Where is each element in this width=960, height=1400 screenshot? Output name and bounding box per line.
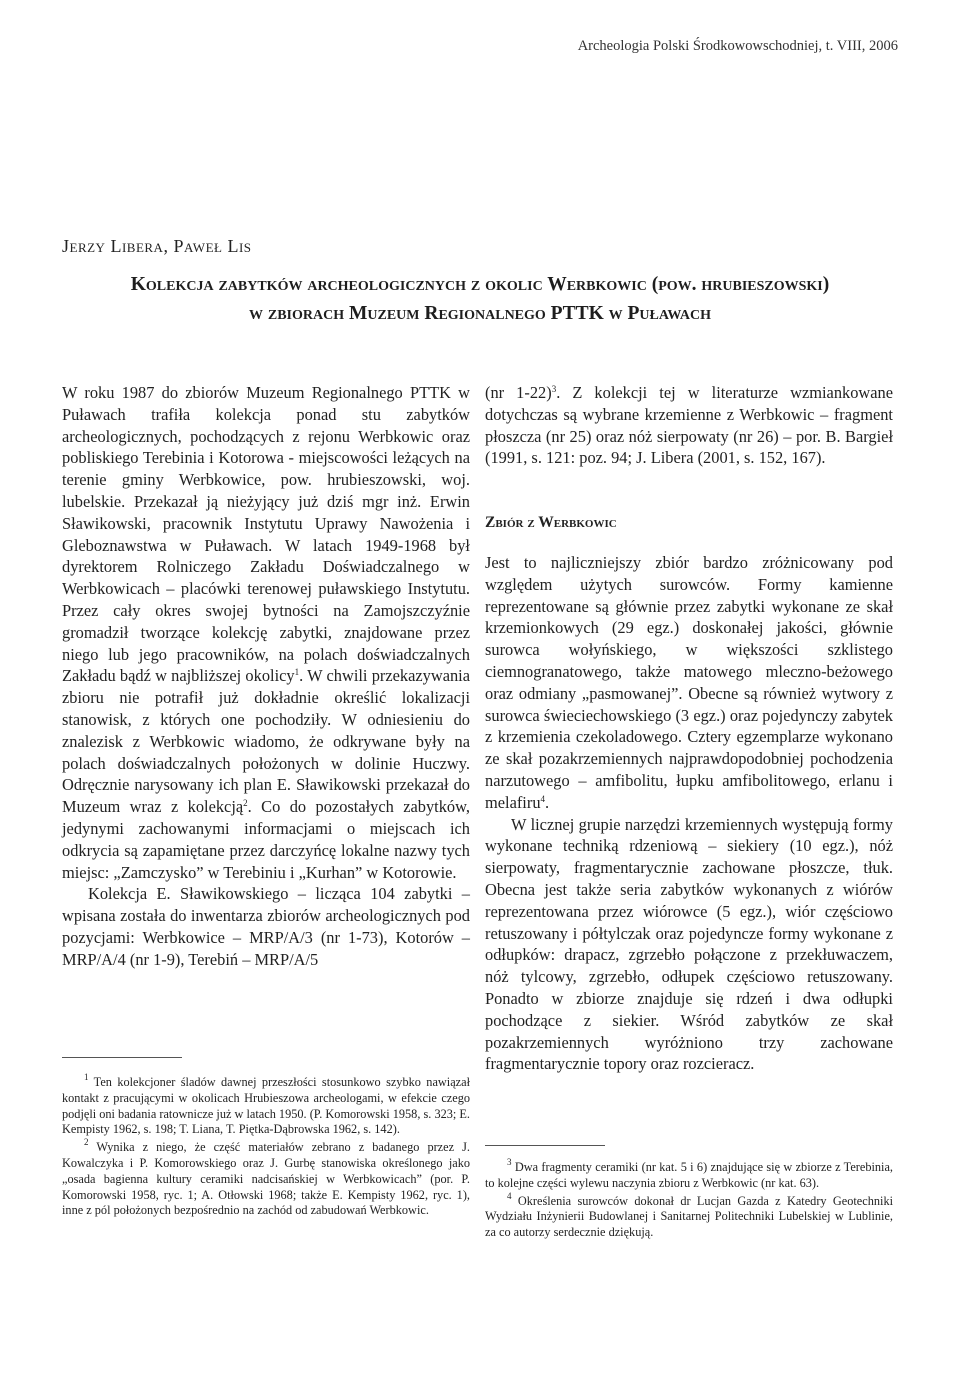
footnote-ref-2: 2 bbox=[243, 798, 248, 809]
footnote-4-text: Określenia surowców dokonał dr Lucjan Gazda z Katedry Geotechniki Wydziału Inżynierii Budowlanej i Sanitarnej Politechniki Lubelskiej w Lublinie, za co autorzy serdecznie dziękują. bbox=[485, 1193, 894, 1240]
footnote-2 bbox=[62, 1137, 470, 1219]
left-para1-text-c: . Co do pozostałych zabytków, jedynymi zachowanymi informacjami o miejscach ich odkrycia są zapamiętane przez darczyńcę lokalne nazwy tych miejsc: „Zamczysko” w Terebiniu i „Kurhan” w Kotorowie. bbox=[62, 797, 470, 882]
footnote-3-number: 3 bbox=[507, 1157, 512, 1167]
footnote-1-text: Ten kolekcjoner śladów dawnej przeszłości stosunkowo szybko nawiązał kontakt z pracującymi w okolicach Hrubieszowa archeologami, w efekcie czego podjęli oni badania ratownicze już w latach 1950. (P. Komorowski 1958, s. 323; E. Kempisty 1962, s. 198; T. Liana, T. Piętka-Dąbrowska 1962, s. 142). bbox=[62, 1075, 470, 1137]
left-paragraph-1 bbox=[62, 382, 470, 883]
footnote-ref-1: 1 bbox=[294, 667, 300, 678]
footnote-2-number: 2 bbox=[84, 1137, 89, 1148]
footnote-ref-3: 3 bbox=[551, 384, 557, 394]
right-column bbox=[485, 382, 893, 1075]
footnote-rule-left bbox=[62, 1057, 182, 1058]
article-title bbox=[40, 270, 920, 328]
right-paragraph-3: W licznej grupie narzędzi krzemiennych występują formy wykonane techniką rdzeniową – siekiery (10 egz.), nóż sierpowaty, fragmentarycznie zachowane płoszcze, tłuk. Obecna jest także seria zabytków wykonanych z wiórów reprezentowana przez wiórowce (5 egz.), wiór częściowo retuszowany i półtylczak oraz pojedyncze formy wykonane z odłupków: drapacz, zgrzebło połączone z przekłuwaczem, nóż tylcowy, zgrzebło, odłupek częściowo retuszowany. Ponadto w zbiorze znajduje się rdzeń i dwa odłupki pochodzące z siekier. Wśród zabytków ze skał pozakrzemiennych wyróżniono trzy zachowane fragmentarycznie topory oraz rozcieracz. bbox=[485, 814, 893, 1074]
right-para2-text-a: Jest to najliczniejszy zbiór bardzo zróżnicowany pod względem użytych surowców. Formy kamienne reprezentowane są głównie przez zabytki wykonane ze skał krzemionkowych (29 egz.) doskonałej jakości, głównie surowca wołyńskiego, w większości szklistego ciemnogranatowego, także matowego mleczno-beżowego oraz odmiany „pasmowanej”. Obecne są również wytwory z surowca świeciechowskiego (3 egz.) oraz pojedynczy zabytek z krzemienia czekoladowego. Cztery egzemplarze wykonano ze skał pozakrzemiennych najprawdopodobniej pochodzenia narzutowego – amfibolitu, łupku amfibolitowego, erlanu i melafiru bbox=[485, 552, 893, 812]
right-para1-text-b: . Z kolekcji tej w literaturze wzmiankowane dotychczas są wybrane krzemienne z Werbkowic – fragment płoszcza (nr 25) oraz nóż sierpowaty (nr 26) – por. B. Bargieł (1991, s. 121: poz. 94; J. Libera (2001, s. 152, 167). bbox=[485, 383, 893, 468]
footnotes-left bbox=[62, 1072, 470, 1219]
footnote-4-number: 4 bbox=[507, 1190, 512, 1201]
footnote-4 bbox=[485, 1190, 894, 1241]
footnote-3-text: Dwa fragmenty ceramiki (nr kat. 5 i 6) znajdujące się w zbiorze z Terebinia, to kolejne części wylewu naczynia zbioru z Werbkowic (nr kat. 63). bbox=[485, 1160, 894, 1190]
footnote-2-text: Wynika z niego, że część materiałów zebrano z badanego przez J. Kowalczyka i P. Komorowskiego oraz J. Gurbę stanowiska określonego jako „osada bagienna kultury ceramiki nadcisańskiej w Werbkowicach” (por. P. Komorowski 1958, ryc. 1; A. Otłowski 1968; także E. Kempisty 1962, ryc. 1), inne z pól położonych bezpośrednio na zachód od zabudowań Werbkowic. bbox=[62, 1140, 470, 1218]
left-paragraph-2: Kolekcja E. Sławikowskiego – licząca 104 zabytki – wpisana została do inwentarza zbiorów archeologicznych pod pozycjami: Werbkowice – MRP/A/3 (nr 1-73), Kotorów – MRP/A/4 (nr 1-9), Terebiń – MRP/A/5 bbox=[62, 884, 470, 969]
right-paragraph-2 bbox=[485, 552, 893, 814]
title-line-2: w zbiorach Muzeum Regionalnego PTTK w Puławach bbox=[248, 303, 711, 324]
right-para1-text-a: (nr 1-22) bbox=[485, 383, 552, 402]
authors: Jerzy Libera, Paweł Lis bbox=[62, 236, 252, 256]
left-para1-text-b: . W chwili przekazywania zbioru nie potrafił już dokładnie określić lokalizacji stanowisk, z których one pochodziły. W odniesieniu do znalezisk z Werbkowic wiadomo, że odkrywane były na polach doświadczalnych położonych w dolinie Huczwy. Odręcznie narysowany ich plan E. Sławikowski przekazał do Muzeum wraz z kolekcją bbox=[62, 666, 470, 817]
right-paragraph-1 bbox=[485, 382, 893, 469]
footnote-1-number: 1 bbox=[84, 1072, 89, 1082]
footnote-rule-right bbox=[485, 1145, 605, 1146]
left-column bbox=[62, 382, 470, 971]
footnote-1 bbox=[62, 1072, 470, 1138]
section-heading: Zbiór z Werbkowic bbox=[485, 514, 617, 532]
running-head: Archeologia Polski Środkowowschodniej, t. VIII, 2006 bbox=[577, 38, 898, 54]
footnote-3 bbox=[485, 1157, 894, 1192]
footnotes-right bbox=[485, 1157, 894, 1241]
left-para1-text-a: W roku 1987 do zbiorów Muzeum Regionalnego PTTK w Puławach trafiła kolekcja ponad stu zabytków archeologicznych, pochodzących z rejonu Werbkowic oraz pobliskiego Terebinia i Kotorowa - miejscowości leżących na terenie gminy Werbkowice, pow. hrubieszowski, woj. lubelskie. Przekazał ją nieżyjący już dziś mgr inż. Erwin Sławikowski, pracownik Instytutu Uprawy Nawożenia i Gleboznawstwa w Puławach. W latach 1949-1968 był dyrektorem Rolniczego Zakładu Doświadczalnego w Werbkowicach – placówki terenowej puławskiego Instytutu. Przez cały okres swojej bytności na Zamojszczyźnie gromadził tworzące kolekcję zabytki, znajdowane przez niego lub jego pracowników, na polach doświadczalnych Zakładu bądź w najbliższej okolicy bbox=[62, 383, 470, 686]
footnote-ref-4: 4 bbox=[540, 793, 546, 804]
right-para2-text-b: . bbox=[545, 792, 550, 812]
title-line-1: Kolekcja zabytków archeologicznych z okolic Werbkowic (pow. hrubieszowski) bbox=[130, 274, 830, 295]
